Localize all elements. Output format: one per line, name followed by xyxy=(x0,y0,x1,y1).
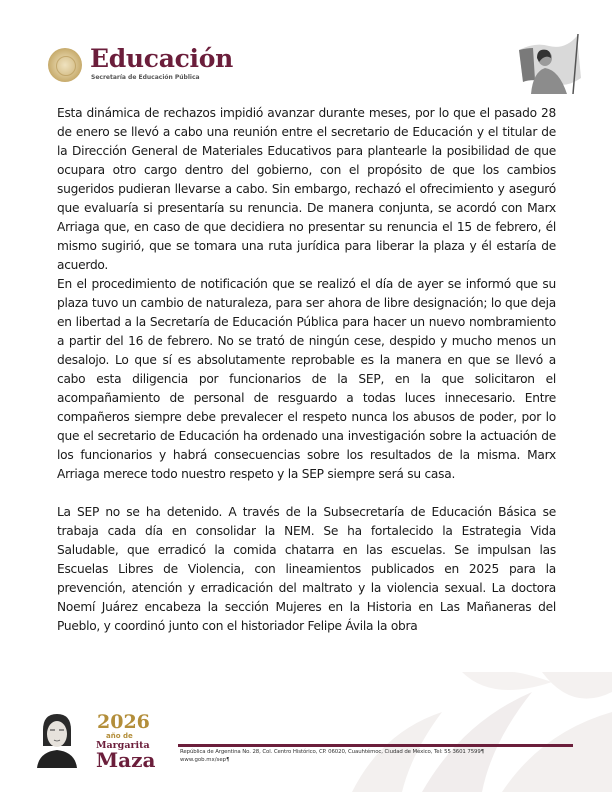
mexico-coat-of-arms-icon xyxy=(48,48,82,82)
woman-with-flag-illustration xyxy=(515,28,585,96)
year-badge-year: 2026 xyxy=(97,711,150,733)
year-badge-name-first: Margarita xyxy=(96,740,150,751)
letter-body xyxy=(57,104,556,636)
year-badge-ano-de: año de xyxy=(106,732,133,740)
paragraph-1: Esta dinámica de rechazos impidió avanzar durante meses, por lo que el pasado 28 de enero se llevó a cabo una reunión entre el secretario de Educación y el titular de la Dirección General de Materiales Educativos para plantearle la posibilidad de que ocupara otro cargo dentro del gobierno, con el propósito de que los cambios sugeridos pudieran llevarse a cabo. Sin embargo, rechazó el ofrecimiento y aseguró que evaluaría si presentaría su renuncia. De manera conjunta, se acordó con Marx Arriaga que, en caso de que decidiera no presentar su renuncia el 15 de febrero, él mismo sugirió, que se tomara una ruta jurídica para liberar la plaza y él estaría de acuerdo. xyxy=(57,106,556,272)
paragraph-3: La SEP no se ha detenido. A través de la Subsecretaría de Educación Básica se trabaja cada día en consolidar la NEM. Se ha fortalecido la Estrategia Vida Saludable, que erradicó la comida chatarra en las escuelas. Se impulsan las Escuelas Libres de Violencia, con lineamientos publicados en 2025 para la prevención, atención y erradicación del maltrato y la violencia sexual. La doctora Noemí Juárez encabeza la sección Mujeres en la Historia en Las Mañaneras del Pueblo, y coordinó junto con el historiador Felipe Ávila la obra xyxy=(57,505,556,633)
paragraph-2: En el procedimiento de notificación que se realizó el día de ayer se informó que su plaza tuvo un cambio de naturaleza, para ser ahora de libre designación; lo que deja en libertad a la Secretaría de Educación Pública para hacer un nuevo nombramiento a partir del 16 de febrero. No se trató de ningún cese, despido y mucho menos un desalojo. Lo que sí es absolutamente reprobable es la manera en que se llevó a cabo esta diligencia por funcionarios de la SEP, en la que solicitaron el acompañamiento de personal de resguardo a todas luces innecesario. Entre compañeros siempre debe prevalecer el respeto nunca los abusos de poder, por lo que el secretario de Educación ha ordenado una investigación sobre la actuación de los funcionarios y habrá consecuencias sobre los resultados de la misma. Marx Arriaga merece todo nuestro respeto y la SEP siempre será su casa. xyxy=(57,277,556,481)
year-badge-name-last: Maza xyxy=(96,748,156,772)
brand-subtitle: Secretaría de Educación Pública xyxy=(91,74,200,81)
flag-shade xyxy=(519,48,535,82)
footer-divider xyxy=(178,744,573,747)
brand-title: Educación xyxy=(90,44,234,73)
decorative-leaf-pattern xyxy=(312,672,612,792)
footer-address: República de Argentina No. 28, Col. Centro Histórico, CP. 06020, Cuauhtémoc, Ciudad de México, Tel: 55 3601 7599¶ xyxy=(180,749,485,755)
margarita-maza-portrait xyxy=(37,712,77,768)
footer-website-link[interactable]: www.gob.mx/sep¶ xyxy=(180,757,230,763)
sep-logo xyxy=(48,44,248,90)
